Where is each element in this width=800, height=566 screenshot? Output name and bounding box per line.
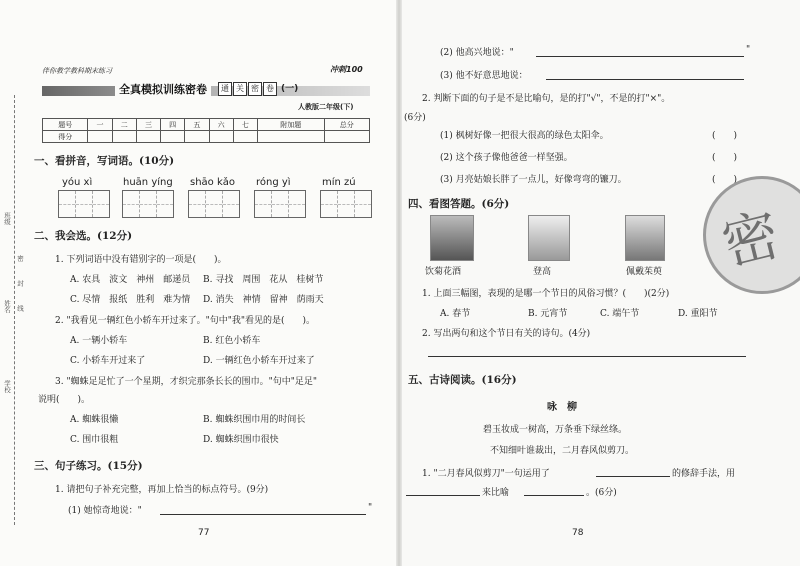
score-header: 二 [112,119,136,131]
section2-title: 二、我会选。(12分) [34,230,133,242]
writing-box-4[interactable] [254,190,306,218]
secret-stamp-char: 密 [716,202,787,279]
score-cell[interactable] [257,131,324,143]
score-header: 题号 [43,119,88,131]
title-suffix: (一) [281,84,299,94]
q3-1-1-prompt: (1) 她惊奇地说：" [68,506,142,516]
pinyin-2: huān yíng [123,177,173,188]
q3-1-3-answer-line[interactable] [546,79,744,80]
q2-3-stem: 3. "蜘蛛足足忙了一个星期，才织完那条长长的围巾。"句中"足足" [55,377,318,387]
q3-2-points: (6分) [404,113,426,123]
score-target: 冲刺100 [330,65,363,74]
q2-2-option-b[interactable]: B. 红色小轿车 [203,336,261,346]
q5-1-part-c: 来比喻 [482,488,510,498]
q2-3-option-c[interactable]: C. 围巾很粗 [70,435,119,445]
q2-3-option-a[interactable]: A. 蜘蛛很懒 [70,415,119,425]
binding-line [14,95,15,525]
q3-1-2-close-quote: " [746,45,751,55]
q4-1-option-a[interactable]: A. 春节 [440,309,471,319]
judge-paren-2[interactable]: ( ) [712,153,738,163]
margin-seal-1: 密 [16,255,24,262]
margin-label-class: 班级 [3,212,11,225]
picture-chrysanthemum-wine [430,215,474,261]
caption-2: 登高 [533,267,552,277]
q5-1-blank-3[interactable] [524,495,584,496]
title-badge-1: 通 [218,82,232,96]
score-table-value-row [43,131,370,143]
judge-paren-3[interactable]: ( ) [712,175,738,185]
score-header: 四 [161,119,185,131]
q5-1-part-d: 。(6分) [586,488,617,498]
score-cell[interactable] [209,131,233,143]
q3-2-item-1: (1) 枫树好像一把很大很高的绿色太阳伞。 [440,131,609,141]
score-header: 一 [88,119,112,131]
page-number-left: 77 [198,528,210,538]
margin-seal-2: 封 [16,280,24,287]
score-header: 总分 [324,119,369,131]
q2-2-option-a[interactable]: A. 一辆小轿车 [70,336,128,346]
q3-1-stem: 1. 请把句子补充完整，再加上恰当的标点符号。(9分) [55,485,269,495]
q4-1-option-b[interactable]: B. 元宵节 [528,309,568,319]
exam-title: 全真模拟训练密卷 [115,81,211,97]
book-spine [396,0,402,566]
writing-box-3[interactable] [188,190,240,218]
writing-box-5[interactable] [320,190,372,218]
picture-wearing-dogwood [625,215,665,261]
q4-2-answer-line[interactable] [428,356,746,357]
section3-title: 三、句子练习。(15分) [34,460,143,472]
score-header: 三 [136,119,160,131]
q5-1-part-a: 1. "二月春风似剪刀"一句运用了 [422,469,550,479]
caption-3: 佩戴茱萸 [626,267,663,277]
title-badge-3: 密 [248,82,262,96]
score-cell[interactable] [185,131,209,143]
section4-title: 四、看图答题。(6分) [408,198,510,210]
q2-1-stem: 1. 下列词语中没有错别字的一项是( )。 [55,255,227,265]
q5-1-part-b: 的修辞手法，用 [672,469,736,479]
score-header: 五 [185,119,209,131]
q2-1-option-a[interactable]: A. 农具 波文 神州 邮递员 [70,275,191,285]
q3-2-stem: 2. 判断下面的句子是不是比喻句，是的打"√"，不是的打"×"。 [422,94,671,104]
title-badge-2: 关 [233,82,247,96]
writing-box-1[interactable] [58,190,110,218]
margin-label-name: 姓名 [3,300,11,313]
q2-3-stem-cont: 说明( )。 [38,395,91,405]
title-badge-4: 卷 [263,82,277,96]
q3-1-2-prompt: (2) 他高兴地说：" [440,48,514,58]
page-number-right: 78 [572,528,584,538]
edition: 人教版二年级(下) [298,103,354,111]
margin-label-school: 学校 [3,380,11,393]
score-header: 附加题 [257,119,324,131]
score-cell[interactable] [324,131,369,143]
q2-2-option-d[interactable]: D. 一辆红色小轿车开过来了 [203,356,315,366]
q5-1-blank-1[interactable] [596,476,670,477]
q5-1-blank-2[interactable] [406,495,480,496]
score-table-header-row [43,119,370,131]
q4-1-option-c[interactable]: C. 端午节 [600,309,640,319]
judge-paren-1[interactable]: ( ) [712,131,738,141]
q2-2-stem: 2. "我看见一辆红色小轿车开过来了。"句中"我"看见的是( )。 [55,316,316,326]
q2-2-option-c[interactable]: C. 小轿车开过来了 [70,356,146,366]
picture-climbing-high [528,215,570,261]
q4-2-stem: 2. 写出两句和这个节日有关的诗句。(4分) [422,329,591,339]
score-cell[interactable] [88,131,112,143]
q3-1-3-prompt: (3) 他不好意思地说： [440,71,528,81]
poem-line-1: 碧玉妆成一树高，万条垂下绿丝绦。 [483,425,628,435]
q2-1-option-d[interactable]: D. 消失 神情 留神 荫雨天 [203,295,324,305]
writing-box-2[interactable] [122,190,174,218]
score-header: 七 [233,119,257,131]
poem-line-2: 不知细叶谁裁出，二月春风似剪刀。 [490,446,635,456]
score-cell[interactable] [161,131,185,143]
caption-1: 饮菊花酒 [425,267,462,277]
q3-1-2-answer-line[interactable] [536,56,744,57]
q3-1-1-close-quote: " [368,503,373,513]
q2-1-option-c[interactable]: C. 尽情 报纸 胜利 难为情 [70,295,191,305]
q4-1-stem: 1. 上面三幅图，表现的是哪一个节日的风俗习惯？( )(2分) [422,289,670,299]
q3-2-item-2: (2) 这个孩子像他爸爸一样坚强。 [440,153,573,163]
poem-title: 咏 柳 [547,402,577,413]
margin-seal-3: 线 [16,305,24,312]
q4-1-option-d[interactable]: D. 重阳节 [678,309,718,319]
q3-2-item-3: (3) 月亮姑娘长胖了一点儿，好像弯弯的镰刀。 [440,175,627,185]
q3-1-1-answer-line[interactable] [160,514,366,515]
q2-1-option-b[interactable]: B. 寻找 周围 花从 桂树节 [203,275,324,285]
series-name: 伴你教学教科期末练习 [42,67,112,75]
pinyin-4: róng yì [256,177,291,188]
pinyin-3: shāo kǎo [190,177,236,188]
score-table [42,118,370,143]
score-cell[interactable] [136,131,160,143]
score-cell[interactable] [112,131,136,143]
pinyin-1: yóu xì [62,177,93,188]
score-row-label: 得分 [43,131,88,143]
q2-3-option-b[interactable]: B. 蜘蛛织围巾用的时间长 [203,415,306,425]
pinyin-5: mín zú [322,177,356,188]
score-header: 六 [209,119,233,131]
section1-title: 一、看拼音，写词语。(10分) [34,155,175,167]
q2-3-option-d[interactable]: D. 蜘蛛织围巾很快 [203,435,279,445]
score-cell[interactable] [233,131,257,143]
section5-title: 五、古诗阅读。(16分) [408,374,517,386]
